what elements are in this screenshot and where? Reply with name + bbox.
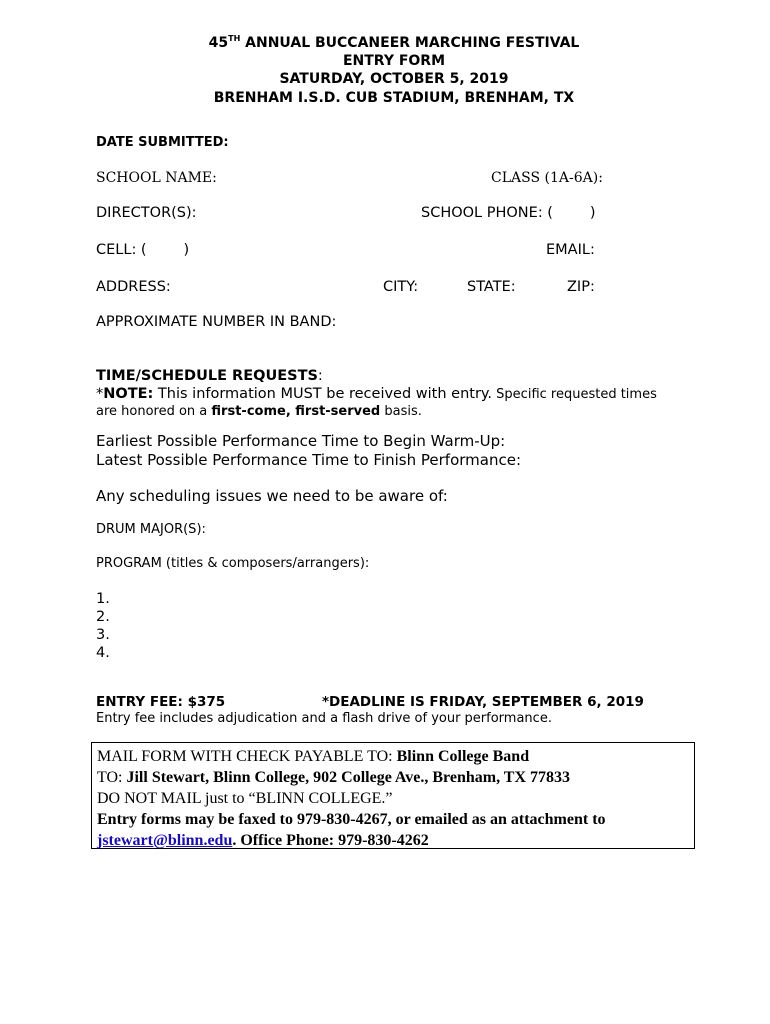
drum-major-label: DRUM MAJOR(S): (96, 522, 206, 537)
schedule-heading (96, 368, 323, 384)
title-number: 45 (208, 35, 229, 51)
email-label: EMAIL: (546, 242, 595, 258)
program-item-4: 4. (96, 645, 110, 661)
email-link[interactable]: jstewart@blinn.edu (97, 832, 233, 849)
mailing-address: Jill Stewart, Blinn College, 902 College Ave., Brenham, TX 77833 (126, 769, 571, 786)
note-small-2b: first-come, first-served (211, 404, 381, 419)
program-item-2: 2. (96, 609, 110, 625)
fee-note: Entry fee includes adjudication and a flash drive of your performance. (96, 711, 552, 726)
mail-line-2 (97, 767, 694, 788)
mail-instructions-box (91, 742, 695, 849)
note-text: This information MUST be received with entry. (153, 386, 493, 402)
program-label: PROGRAM (titles & composers/arrangers): (96, 556, 370, 571)
note-line-2 (96, 404, 422, 419)
note-label: NOTE: (103, 386, 154, 402)
class-label: CLASS (1A-6A): (491, 170, 603, 186)
note-small-2a: are honored on a (96, 404, 212, 419)
schedule-heading-text: TIME/SCHEDULE REQUESTS (96, 368, 318, 384)
mail-line-4: Entry forms may be faxed to 979-830-4267, or emailed as an attachment to (97, 811, 606, 828)
scheduling-issues-label: Any scheduling issues we need to be aware of: (96, 487, 448, 505)
latest-time-label: Latest Possible Performance Time to Finish Performance: (96, 451, 521, 469)
mail-line-5 (97, 830, 694, 851)
note-small-1: Specific requested times (492, 387, 657, 402)
title-line-2: ENTRY FORM (342, 53, 446, 69)
zip-label: ZIP: (567, 279, 595, 295)
note-line-1 (96, 386, 657, 402)
program-item-1: 1. (96, 591, 110, 607)
deadline: *DEADLINE IS FRIDAY, SEPTEMBER 6, 2019 (322, 694, 644, 710)
school-name-label: SCHOOL NAME: (96, 170, 217, 186)
earliest-time-label: Earliest Possible Performance Time to Begin Warm-Up: (96, 432, 506, 450)
school-phone-label: SCHOOL PHONE: ( ) (421, 205, 596, 221)
mail-line-1 (97, 746, 694, 767)
mail-line-1-text: MAIL FORM WITH CHECK PAYABLE TO: (97, 748, 397, 765)
mail-line-2-prefix: TO: (97, 769, 127, 786)
title-line-4: BRENHAM I.S.D. CUB STADIUM, BRENHAM, TX (213, 90, 575, 106)
title-line-1 (0, 35, 770, 51)
note-small-2c: basis. (380, 404, 422, 419)
schedule-heading-colon: : (317, 368, 323, 384)
directors-label: DIRECTOR(S): (96, 205, 197, 221)
title-text: ANNUAL BUCCANEER MARCHING FESTIVAL (240, 35, 580, 51)
payee: Blinn College Band (396, 748, 530, 765)
title-line-3: SATURDAY, OCTOBER 5, 2019 (279, 71, 509, 87)
mail-line-3: DO NOT MAIL just to “BLINN COLLEGE.” (97, 790, 393, 807)
program-item-3: 3. (96, 627, 110, 643)
title-superscript: TH (228, 34, 241, 43)
date-submitted-label: DATE SUBMITTED: (96, 135, 229, 150)
cell-label: CELL: ( ) (96, 242, 190, 258)
state-label: STATE: (467, 279, 516, 295)
entry-fee: ENTRY FEE: $375 (96, 694, 226, 710)
office-phone: . Office Phone: 979-830-4262 (232, 832, 429, 849)
band-number-label: APPROXIMATE NUMBER IN BAND: (96, 314, 337, 330)
address-label: ADDRESS: (96, 279, 171, 295)
note-star: * (96, 386, 104, 402)
city-label: CITY: (383, 279, 419, 295)
